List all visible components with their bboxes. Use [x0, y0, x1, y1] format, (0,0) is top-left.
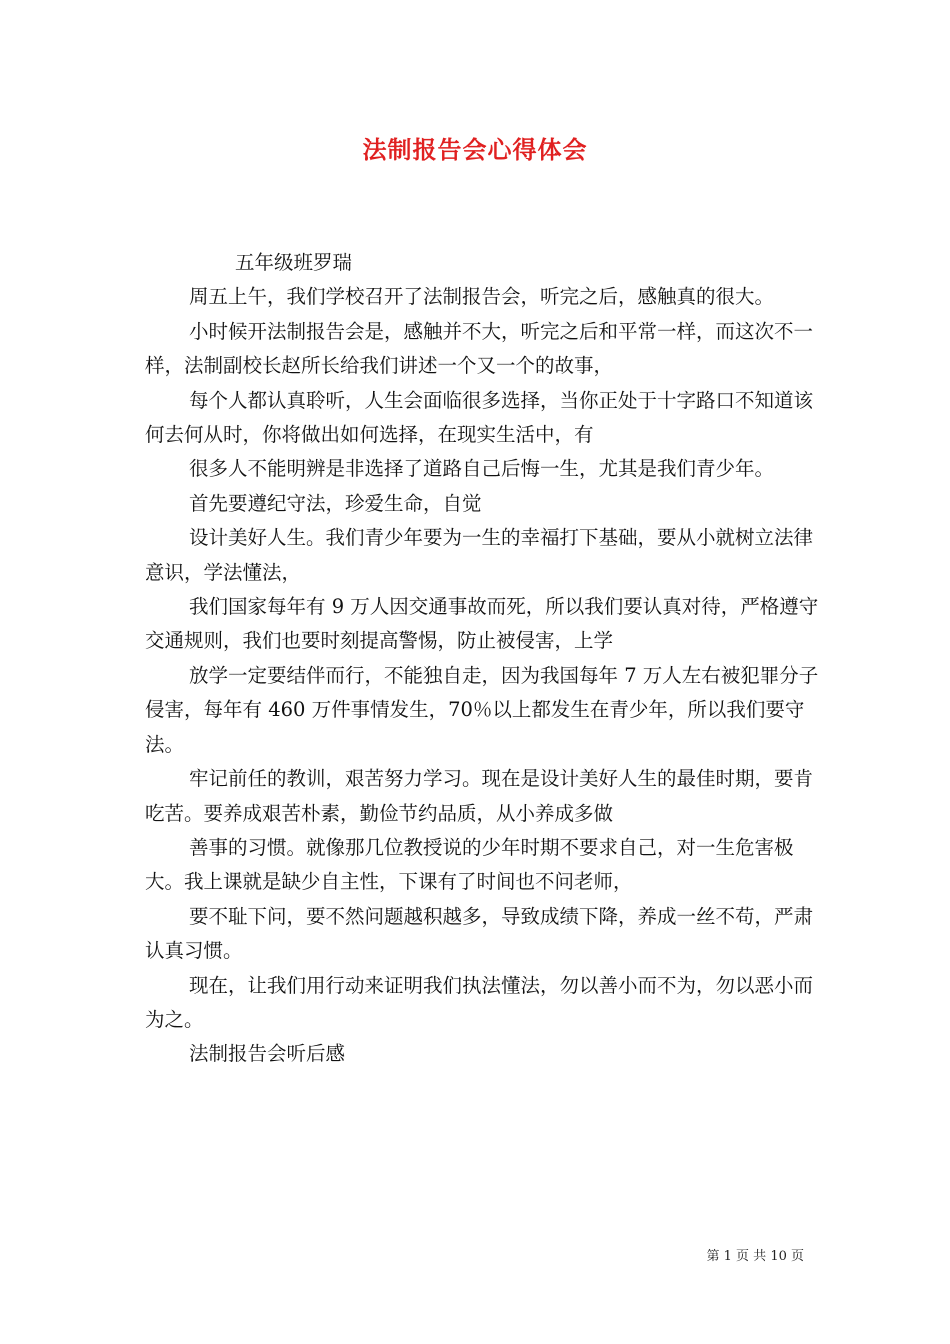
paragraph: 我们国家每年有 9 万人因交通事故而死，所以我们要认真对待，严格遵守交通规则，我们也要时刻提高警惕，防止被侵害，上学: [145, 595, 819, 653]
paragraph: 小时候开法制报告会是，感触并不大，听完之后和平常一样，而这次不一样，法制副校长赵所长给我们讲述一个又一个的故事，: [145, 319, 814, 378]
paragraph: 法制报告会听后感: [189, 1042, 346, 1066]
paragraph: 设计美好人生。我们青少年要为一生的幸福打下基础，要从小就树立法律意识，学法懂法，: [145, 526, 814, 584]
page-title: 法制报告会心得体会: [362, 135, 588, 164]
page-number: 第 1 页 共 10 页: [706, 1249, 804, 1264]
paragraph: 牢记前任的教训，艰苦努力学习。现在是设计美好人生的最佳时期，要肯吃苦。要养成艰苦朴素，勤俭节约品质，从小养成多做: [145, 767, 814, 825]
paragraph: 要不耻下问，要不然问题越积越多，导致成绩下降，养成一丝不苟，严肃认真习惯。: [145, 904, 814, 963]
paragraph: 周五上午，我们学校召开了法制报告会，听完之后，感触真的很大。: [189, 285, 775, 309]
document-body: [145, 246, 820, 1072]
paragraph: 善事的习惯。就像那几位教授说的少年时期不要求自己，对一生危害极大。我上课就是缺少自主性，下课有了时间也不问老师，: [145, 835, 794, 894]
paragraph: 首先要遵纪守法，珍爱生命，自觉: [189, 491, 482, 515]
paragraph: 现在，让我们用行动来证明我们执法懂法，勿以善小而不为，勿以恶小而为之。: [145, 973, 814, 1031]
paragraph: 每个人都认真聆听，人生会面临很多选择，当你正处于十字路口不知道该何去何从时，你将做出如何选择，在现实生活中，有: [145, 388, 814, 447]
paragraph: 放学一定要结伴而行，不能独自走，因为我国每年 7 万人左右被犯罪分子侵害，每年有 460 万件事情发生，70％以上都发生在青少年，所以我们要守法。: [145, 663, 819, 756]
paragraph: 很多人不能明辨是非选择了道路自己后悔一生，尤其是我们青少年。: [189, 457, 775, 481]
author-line: 五年级班罗瑞: [235, 251, 353, 274]
